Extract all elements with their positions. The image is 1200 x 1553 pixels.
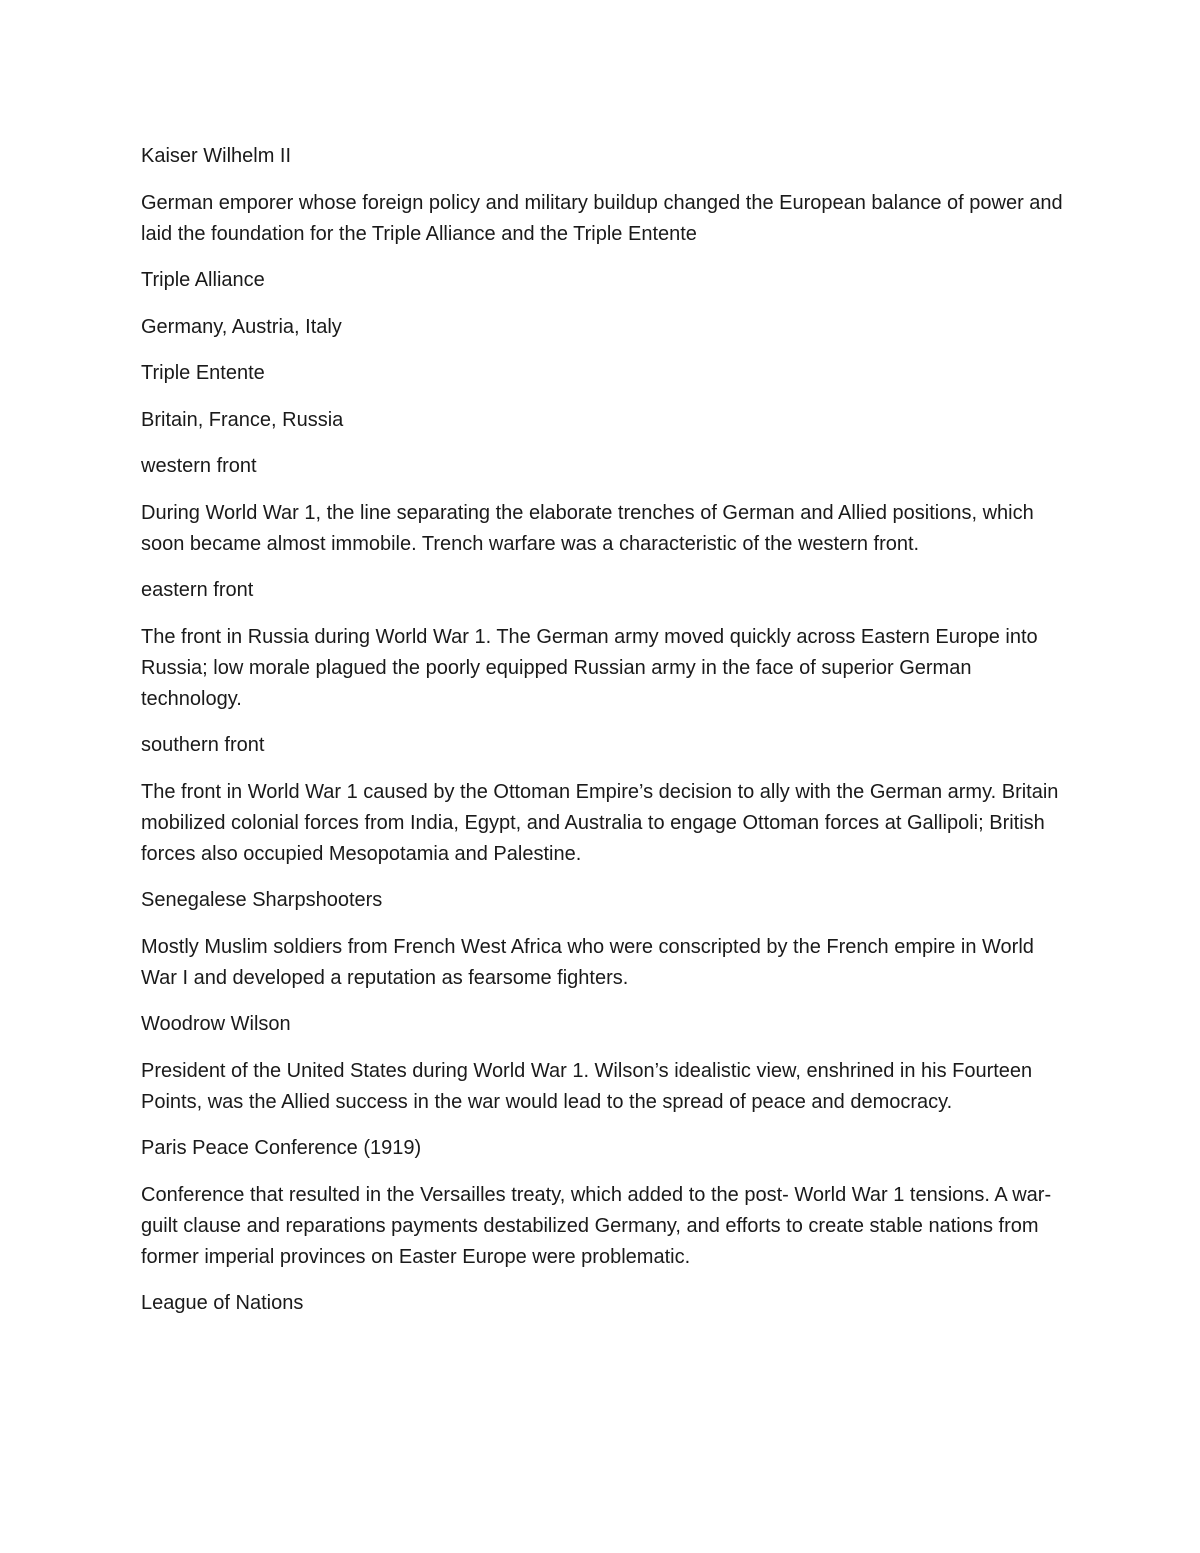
definition-triple-alliance: Germany, Austria, Italy bbox=[141, 315, 342, 338]
term-eastern-front: eastern front bbox=[141, 579, 254, 601]
term-league-of-nations: League of Nations bbox=[141, 1292, 304, 1314]
definition-southern-front: The front in World War 1 caused by the Ottoman Empire’s decision to ally with the German army. Britain mobilized colonial forces from India, Egypt, and Australia to engage Ottoman forces at Gallipoli; British forces also occupied Mesopotamia and Palestine. bbox=[141, 780, 1059, 865]
document-body bbox=[141, 141, 1071, 1335]
term-paris-peace-conference: Paris Peace Conference (1919) bbox=[141, 1137, 422, 1159]
term-woodrow-wilson: Woodrow Wilson bbox=[141, 1013, 291, 1035]
definition-western-front: During World War 1, the line separating the elaborate trenches of German and Allied positions, which soon became almost immobile. Trench warfare was a characteristic of the western front. bbox=[141, 501, 1034, 555]
term-kaiser-wilhelm: Kaiser Wilhelm II bbox=[141, 145, 292, 167]
definition-eastern-front: The front in Russia during World War 1. The German army moved quickly across Eastern Europe into Russia; low morale plagued the poorly equipped Russian army in the face of superior German technology. bbox=[141, 625, 1038, 710]
term-senegalese-sharpshooters: Senegalese Sharpshooters bbox=[141, 889, 383, 911]
term-western-front: western front bbox=[141, 455, 257, 477]
term-triple-alliance: Triple Alliance bbox=[141, 269, 265, 291]
definition-paris-peace-conference: Conference that resulted in the Versailles treaty, which added to the post- World War 1 tensions. A war-guilt clause and reparations payments destabilized Germany, and efforts to create stable nations from former imperial provinces on Easter Europe were problematic. bbox=[141, 1183, 1052, 1268]
term-southern-front: southern front bbox=[141, 734, 265, 756]
definition-triple-entente: Britain, France, Russia bbox=[141, 408, 344, 431]
definition-kaiser-wilhelm: German emporer whose foreign policy and military buildup changed the European balance of power and laid the foundation for the Triple Alliance and the Triple Entente bbox=[141, 191, 1063, 245]
definition-senegalese-sharpshooters: Mostly Muslim soldiers from French West Africa who were conscripted by the French empire in World War I and developed a reputation as fearsome fighters. bbox=[141, 935, 1034, 989]
definition-woodrow-wilson: President of the United States during World War 1. Wilson’s idealistic view, enshrined in his Fourteen Points, was the Allied success in the war would lead to the spread of peace and democracy. bbox=[141, 1059, 1033, 1113]
term-triple-entente: Triple Entente bbox=[141, 362, 265, 384]
